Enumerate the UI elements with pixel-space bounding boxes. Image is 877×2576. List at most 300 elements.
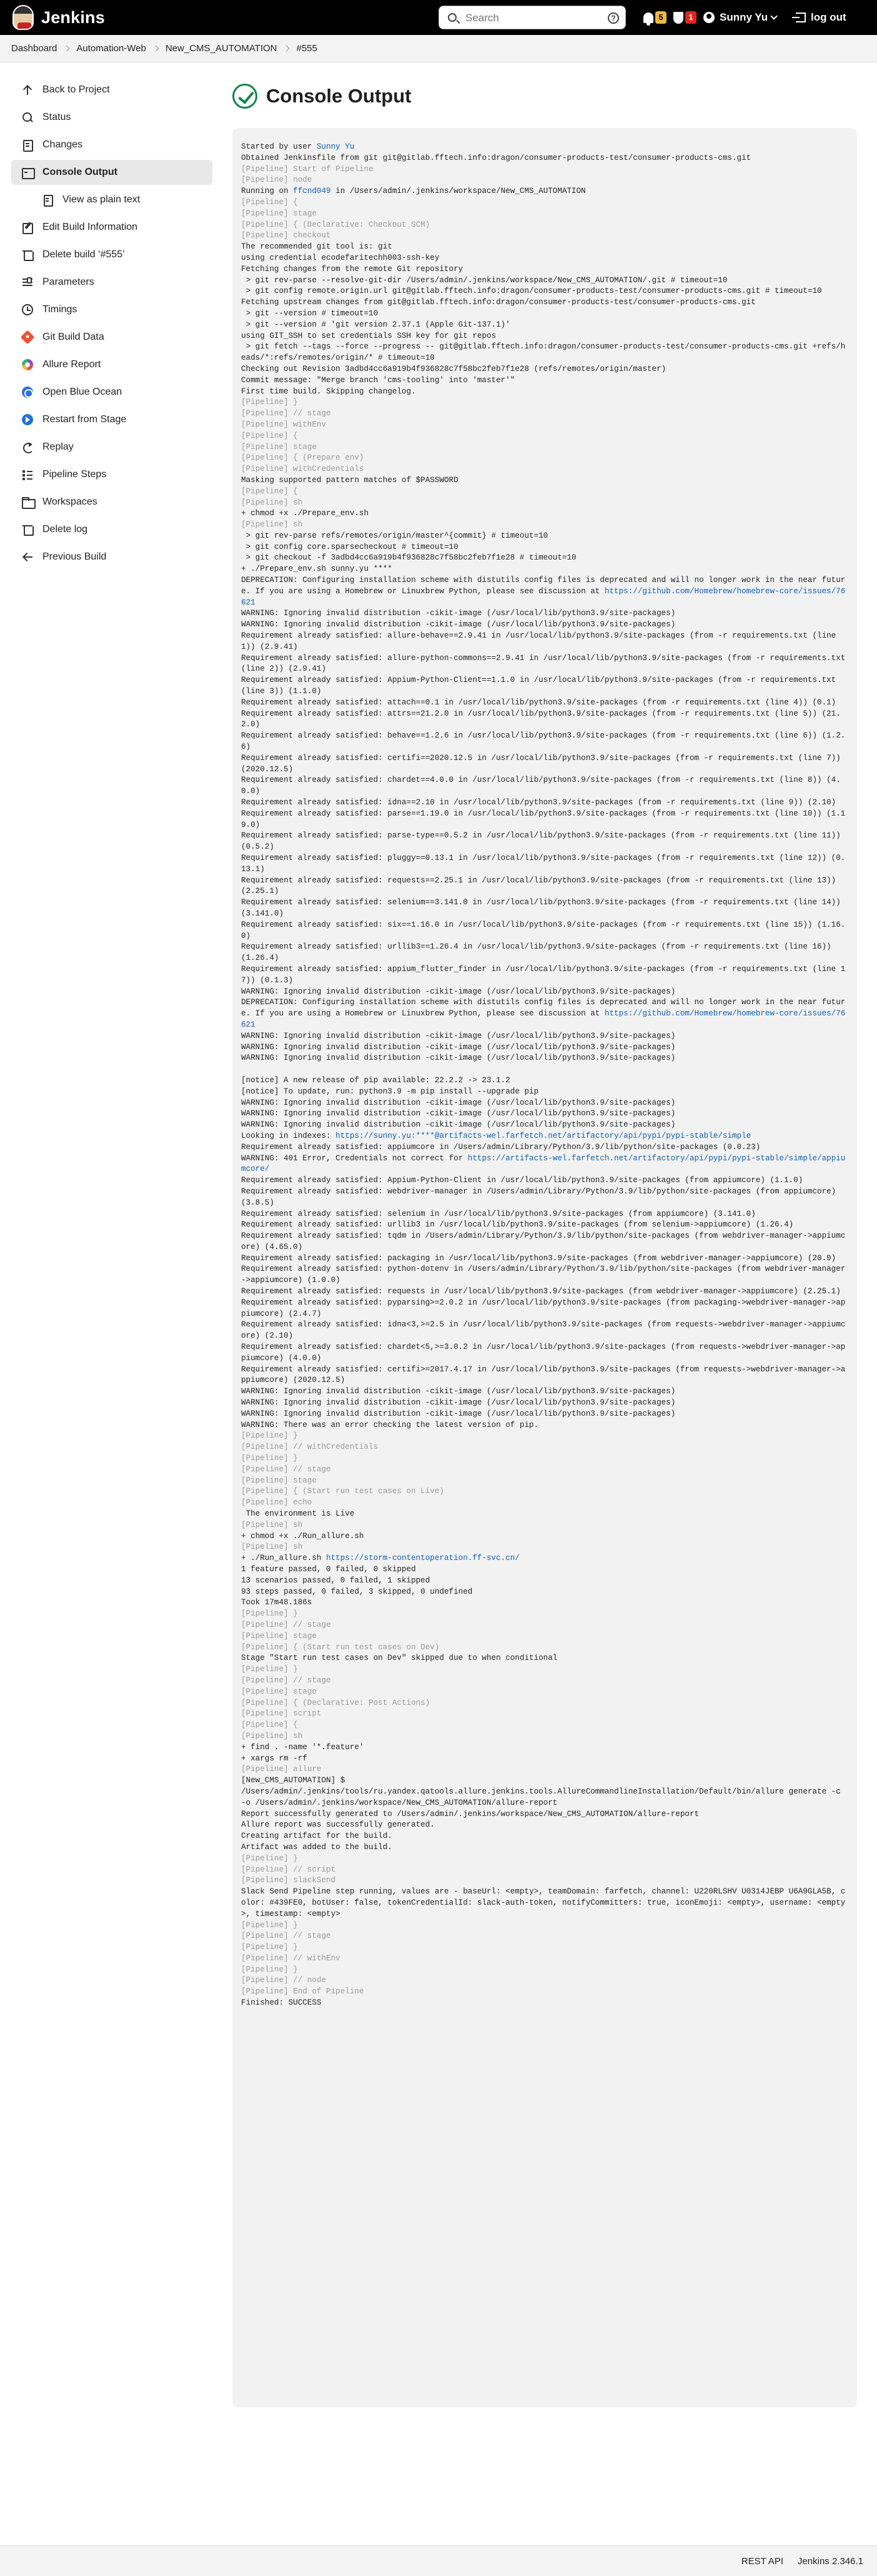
pipeline-log-line (241, 1764, 848, 1775)
sidebar-item-parameters[interactable] (11, 270, 212, 295)
pipeline-log-line (241, 442, 848, 453)
log-line (241, 1509, 848, 1520)
log-line (241, 1142, 848, 1153)
document-icon (41, 194, 54, 206)
log-text: > git rev-parse --resolve-git-dir /Users/admin/.jenkins/workspace/New_CMS_AUTOMATION/.git # timeout=10 (241, 275, 728, 285)
log-line (241, 920, 848, 942)
log-text: Requirement already satisfied: allure-behave==2.9.41 in /usr/local/lib/python3.9/site-packages (from -r requirements.txt (line 1)) (2.9.41) (241, 631, 841, 651)
sidebar-item-edit-build-information[interactable] (11, 215, 212, 240)
pipeline-log-line (241, 230, 848, 242)
log-line (241, 1131, 848, 1142)
log-text: Requirement already satisfied: certifi>=2017.4.17 in /usr/local/lib/python3.9/site-packages (from requests->webdriver-manager->appiumcore) (2020.12.5) (241, 1364, 846, 1385)
pipeline-log-line (241, 1520, 848, 1531)
sidebar-item-replay[interactable] (11, 435, 212, 460)
pipeline-log-line (241, 220, 848, 231)
log-link[interactable]: https://artifacts-wel.farfetch.net/artifactory/api/pypi/pypi-stable/simple/appiumcore/ (241, 1153, 846, 1174)
log-text: WARNING: Ignoring invalid distribution -cikit-image (/usr/local/lib/python3.9/site-packages) (241, 1031, 676, 1040)
sidebar-item-timings[interactable] (11, 297, 212, 322)
console-icon (21, 166, 34, 179)
log-line (241, 964, 848, 987)
log-text: [Pipeline] // stage (241, 1675, 331, 1685)
pipeline-log-line (241, 1953, 848, 1965)
log-text: WARNING: Ignoring invalid distribution -cikit-image (/usr/local/lib/python3.9/site-packages) (241, 987, 676, 996)
log-line (241, 809, 848, 831)
log-line (241, 1031, 848, 1042)
jenkins-butler-icon (12, 5, 34, 30)
log-text: [Pipeline] // stage (241, 409, 331, 418)
log-text: Commit message: "Merge branch 'cms-tooling' into 'master'" (241, 375, 515, 385)
logout-button[interactable] (796, 9, 846, 26)
log-text: [Pipeline] stage (241, 442, 317, 452)
log-text: The recommended git tool is: git (241, 242, 392, 252)
sidebar-item-label: Previous Build (42, 551, 107, 562)
log-line (241, 675, 848, 698)
pipeline-log-line (241, 431, 848, 442)
breadcrumb (0, 35, 877, 62)
log-text: + ./Prepare_env.sh sunny.yu **** (241, 565, 392, 574)
log-text: + xargs rm -rf (241, 1754, 307, 1763)
log-line (241, 1120, 848, 1131)
search-input[interactable] (465, 11, 597, 25)
log-line (241, 342, 848, 364)
pipeline-log-line (241, 1642, 848, 1654)
pipeline-log-line (241, 1975, 848, 1986)
log-text: [Pipeline] stage (241, 209, 317, 218)
log-text: [Pipeline] { (Prepare env) (241, 453, 364, 463)
notifications-badge: 5 (655, 11, 666, 24)
log-text: [Pipeline] { (241, 197, 298, 207)
sidebar-item-label: Edit Build Information (42, 222, 138, 232)
log-text: Requirement already satisfied: urllib3 in /usr/local/lib/python3.9/site-packages (from selenium->appiumcore) (1.26.4) (241, 1220, 794, 1230)
log-text: [Pipeline] } (241, 1943, 298, 1952)
pipeline-log-line (241, 1731, 848, 1742)
log-link[interactable]: Sunny Yu (316, 142, 355, 151)
pipeline-log-line (241, 1698, 848, 1709)
pipeline-log-line (241, 197, 848, 209)
log-line (241, 1075, 848, 1087)
breadcrumb-item[interactable]: #555 (296, 43, 317, 54)
logout-icon (796, 12, 806, 22)
log-text: [Pipeline] { (241, 1720, 298, 1730)
log-line (241, 1742, 848, 1754)
blue-ocean-icon (21, 386, 34, 398)
log-line (241, 387, 848, 398)
log-line (241, 1842, 848, 1853)
log-text: > git rev-parse refs/remotes/origin/master^{commit} # timeout=10 (241, 531, 548, 540)
log-line (241, 853, 848, 876)
log-text: [Pipeline] sh (241, 1542, 303, 1552)
log-text: Requirement already satisfied: six==1.16.0 in /usr/local/lib/python3.9/site-packages (from -r requirements.txt (line 15)) (1.16.0) (241, 920, 846, 940)
log-text: /Users/admin/.jenkins/tools/ru.yandex.qatools.allure.jenkins.tools.AllureCommandlineInstallation/Default/bin/allure generate -c -o /Users/admin/.jenkins/workspace/New_CMS_AUTOMATION/allure-report (241, 1787, 846, 1807)
log-text: [Pipeline] { (Declarative: Post Actions) (241, 1698, 430, 1707)
log-text: [Pipeline] } (241, 1920, 298, 1930)
log-line (241, 1087, 848, 1098)
log-text: using credential ecodefaritechh003-ssh-key (241, 253, 440, 262)
log-line (241, 1253, 848, 1265)
user-name: Sunny Yu (720, 11, 768, 23)
sidebar-item-pipeline-steps[interactable] (11, 462, 212, 487)
sidebar-item-git-build-data[interactable] (11, 325, 212, 350)
search-icon (21, 111, 34, 124)
log-text: > git fetch --tags --force --progress -- git@gitlab.fftech.info:dragon/consumer-products-test/consumer-products-cms.git +refs/heads/*:refs/remotes/origin/* # timeout=10 (241, 342, 846, 363)
pipeline-log-line (241, 1875, 848, 1887)
sidebar-item-previous-build[interactable] (11, 545, 212, 570)
log-text: 93 steps passed, 0 failed, 3 skipped, 0 undefined (241, 1587, 473, 1596)
log-text: + find . -name '*.feature' (241, 1742, 364, 1752)
log-text: 13 scenarios passed, 0 failed, 1 skipped (241, 1576, 430, 1585)
sidebar-item-label: Changes (42, 139, 83, 150)
log-text: > git --version # timeout=10 (241, 308, 379, 318)
log-text: Artifact was added to the build. (241, 1842, 392, 1852)
pipeline-log-line (241, 1931, 848, 1942)
log-line (241, 1653, 848, 1664)
pipeline-log-line (241, 1542, 848, 1553)
pipeline-log-line (241, 1675, 848, 1687)
log-link[interactable]: https://storm-contentoperation.ff-svc.cn/ (326, 1554, 520, 1563)
breadcrumb-item[interactable]: Automation-Web (76, 43, 146, 54)
log-text: WARNING: Ignoring invalid distribution -cikit-image (/usr/local/lib/python3.9/site-packages) (241, 609, 676, 618)
log-text: [Pipeline] { (241, 486, 298, 496)
top-header (0, 0, 877, 35)
sidebar-item-label: Delete log (42, 524, 88, 535)
pipeline-log-line (241, 1965, 848, 1976)
sidebar-item-label: Workspaces (42, 496, 97, 507)
log-text: [Pipeline] } (241, 1431, 298, 1441)
log-line (241, 1409, 848, 1420)
security-button[interactable] (673, 9, 696, 26)
log-line (241, 308, 848, 320)
log-text: Obtained Jenkinsfile from git git@gitlab.fftech.info:dragon/consumer-products-test/consumer-products-cms.git (241, 153, 751, 162)
log-line (241, 1398, 848, 1409)
log-line (241, 1775, 848, 1787)
sidebar-item-label: Open Blue Ocean (42, 387, 122, 397)
log-text: Requirement already satisfied: allure-python-commons==2.9.41 in /usr/local/lib/python3.9/site-packages (from -r requirements.txt (line 2)) (2.9.41) (241, 653, 850, 674)
log-line (241, 264, 848, 275)
log-text: Requirement already satisfied: parse==1.19.0 in /usr/local/lib/python3.9/site-packages (from -r requirements.txt (line 10)) (1.19.0) (241, 809, 846, 829)
log-line (241, 297, 848, 308)
security-badge: 1 (685, 11, 696, 24)
log-text: Requirement already satisfied: parse-type==0.5.2 in /usr/local/lib/python3.9/site-packages (from -r requirements.txt (line 11)) (0.5.2) (241, 831, 846, 852)
log-text: > git checkout -f 3adbd4cc6a919b4f936828c7f58bc2feb7f1e28 # timeout=10 (241, 553, 577, 563)
sidebar-item-label: Delete build ‘#555’ (42, 249, 125, 260)
log-line (241, 897, 848, 920)
log-text: Requirement already satisfied: chardet==4.0.0 in /usr/local/lib/python3.9/site-packages (from -r requirements.txt (line 8)) (4.0.0) (241, 776, 841, 796)
log-text: Masking supported pattern matches of $PASSWORD (241, 475, 458, 485)
pipeline-log-line (241, 1431, 848, 1442)
log-line (241, 1064, 848, 1075)
log-text: Requirement already satisfied: certifi==2020.12.5 in /usr/local/lib/python3.9/site-packages (from -r requirements.txt (line 7)) (2020.12.5) (241, 753, 846, 774)
edit-icon (21, 221, 34, 234)
log-text: WARNING: Ignoring invalid distribution -cikit-image (/usr/local/lib/python3.9/site-packages) (241, 1109, 676, 1118)
log-text: [Pipeline] sh (241, 1731, 303, 1740)
log-line (241, 1108, 848, 1120)
log-line (241, 253, 848, 264)
page-title: Console Output (266, 85, 412, 107)
log-text: Started by user (241, 142, 317, 151)
log-text: [Pipeline] { (241, 431, 298, 440)
arrow-up-icon (21, 84, 34, 96)
log-line (241, 508, 848, 520)
sidebar-item-delete-log[interactable] (11, 517, 212, 542)
log-text: [Pipeline] sh (241, 520, 303, 530)
log-text: [Pipeline] stage (241, 1687, 317, 1696)
log-text: WARNING: Ignoring invalid distribution -cikit-image (/usr/local/lib/python3.9/site-packages) (241, 1409, 676, 1418)
log-line (241, 1153, 848, 1176)
log-line (241, 1420, 848, 1431)
log-text: Requirement already satisfied: idna==2.10 in /usr/local/lib/python3.9/site-packages (from -r requirements.txt (line 9)) (2.10) (241, 798, 836, 807)
log-line (241, 1531, 848, 1542)
pipeline-log-line (241, 164, 848, 175)
log-line (241, 876, 848, 898)
pipeline-log-line (241, 1687, 848, 1698)
log-line (241, 375, 848, 387)
log-text: [Pipeline] End of Pipeline (241, 1987, 364, 1996)
page-footer (0, 2545, 877, 2576)
log-text: [Pipeline] } (241, 398, 298, 407)
pipeline-log-line (241, 175, 848, 186)
log-text: [Pipeline] { (Declarative: Checkout SCM) (241, 220, 430, 229)
console-log (241, 142, 848, 2009)
pipeline-log-line (241, 1853, 848, 1865)
log-line (241, 1364, 848, 1387)
shield-icon (673, 12, 683, 24)
sidebar-item-restart-from-stage[interactable] (11, 407, 212, 432)
sidebar-item-status[interactable] (11, 105, 212, 130)
log-text: Finished: SUCCESS (241, 1998, 322, 2008)
log-line (241, 1231, 848, 1253)
log-text: WARNING: Ignoring invalid distribution -cikit-image (/usr/local/lib/python3.9/site-packages) (241, 620, 676, 629)
steps-icon (21, 468, 34, 481)
sidebar-item-label: Pipeline Steps (42, 469, 107, 480)
pipeline-log-line (241, 408, 848, 420)
pipeline-log-line (241, 420, 848, 431)
log-line (241, 242, 848, 253)
restart-icon (21, 413, 34, 426)
log-line (241, 1831, 848, 1842)
log-text: WARNING: Ignoring invalid distribution -cikit-image (/usr/local/lib/python3.9/site-packages) (241, 1054, 676, 1063)
log-text: Fetching upstream changes from git@gitlab.fftech.info:dragon/consumer-products-test/consumer-products-cms.git (241, 298, 756, 307)
log-text: [Pipeline] // withCredentials (241, 1443, 379, 1452)
pipeline-log-line (241, 1453, 848, 1464)
search-box (438, 6, 626, 29)
pipeline-log-line (241, 1942, 848, 1953)
logout-label: log out (811, 11, 846, 23)
log-text: Requirement already satisfied: packaging in /usr/local/lib/python3.9/site-packages (from webdriver-manager->appiumcore) (20.9) (241, 1253, 836, 1263)
log-text: Requirement already satisfied: pyparsing>=2.0.2 in /usr/local/lib/python3.9/site-packages (from packaging->webdriver-manager->appiumcore) (2.4.7) (241, 1298, 846, 1318)
sidebar-item-back-to-project[interactable] (11, 77, 212, 102)
log-text: [Pipeline] } (241, 1665, 298, 1674)
log-text: + ./Run_allure.sh (241, 1554, 327, 1563)
log-link[interactable]: ffcnd049 (293, 187, 331, 196)
log-text: [Pipeline] { (Start run test cases on Dev) (241, 1642, 440, 1652)
pipeline-log-line (241, 1986, 848, 1998)
log-text: WARNING: Ignoring invalid distribution -cikit-image (/usr/local/lib/python3.9/site-packages) (241, 1120, 676, 1130)
pipeline-log-line (241, 520, 848, 531)
log-line (241, 942, 848, 964)
log-line (241, 1098, 848, 1109)
log-line (241, 1576, 848, 1587)
log-text: Checking out Revision 3adbd4cc6a919b4f936828c7f58bc2feb7f1e28 (refs/remotes/origin/master) (241, 364, 666, 373)
log-text: The environment is Live (241, 1509, 355, 1519)
log-text: [Pipeline] // stage (241, 1932, 331, 1941)
log-line (241, 1553, 848, 1564)
log-line (241, 987, 848, 998)
log-text: [Pipeline] // withEnv (241, 1953, 340, 1963)
trash-icon (21, 249, 34, 261)
help-icon[interactable]: ? (608, 12, 619, 24)
log-line (241, 1887, 848, 1920)
log-text: WARNING: Ignoring invalid distribution -cikit-image (/usr/local/lib/python3.9/site-packages) (241, 1042, 676, 1052)
replay-icon (21, 441, 34, 453)
log-line (241, 1820, 848, 1831)
log-text: in /Users/admin/.jenkins/workspace/New_CMS_AUTOMATION (330, 187, 586, 196)
pipeline-log-line (241, 1709, 848, 1720)
sidebar-item-label: Replay (42, 442, 74, 452)
log-line (241, 1209, 848, 1220)
log-line (241, 286, 848, 297)
pipeline-log-line (241, 1486, 848, 1498)
user-menu[interactable] (703, 9, 776, 26)
log-text: First time build. Skipping changelog. (241, 387, 416, 396)
pipeline-log-line (241, 1442, 848, 1453)
sidebar-item-allure-report[interactable] (11, 352, 212, 377)
sidebar-item-label: View as plain text (62, 194, 141, 205)
log-link[interactable]: https://github.com/Homebrew/homebrew-core/issues/76621 (241, 586, 846, 607)
log-text: WARNING: Ignoring invalid distribution -cikit-image (/usr/local/lib/python3.9/site-packages) (241, 1098, 676, 1107)
sidebar-item-label: Timings (42, 304, 77, 315)
chevron-down-icon (770, 12, 777, 19)
pipeline-log-line (241, 1609, 848, 1620)
log-line (241, 475, 848, 486)
sidebar-item-delete-build[interactable] (11, 242, 212, 267)
trash-icon (21, 523, 34, 536)
log-link[interactable]: https://sunny.yu:****@artifacts-wel.farfetch.net/artifactory/api/pypi/pypi-stable/simple (335, 1131, 751, 1140)
log-line (241, 1175, 848, 1187)
log-line (241, 564, 848, 575)
page-header (232, 82, 411, 110)
log-line (241, 1754, 848, 1765)
log-text: Requirement already satisfied: urllib3==1.26.4 in /usr/local/lib/python3.9/site-packages (from -r requirements.txt (line 16)) (1.26.4) (241, 942, 836, 963)
jenkins-version-link[interactable]: Jenkins 2.346.1 (797, 2556, 863, 2567)
sidebar-item-label: Git Build Data (42, 332, 104, 342)
log-text: Stage "Start run test cases on Dev" skipped due to when conditional (241, 1654, 558, 1663)
log-text: > git --version # 'git version 2.37.1 (Apple Git-137.1)' (241, 320, 510, 329)
log-line (241, 1042, 848, 1054)
sidebar-item-open-blue-ocean[interactable] (11, 380, 212, 405)
log-line (241, 831, 848, 853)
log-line (241, 753, 848, 776)
log-line (241, 531, 848, 542)
log-line (241, 1320, 848, 1342)
log-line (241, 1998, 848, 2009)
log-text: Report successfully generated to /Users/admin/.jenkins/workspace/New_CMS_AUTOMATION/allure-report (241, 1809, 700, 1818)
log-line (241, 553, 848, 564)
bell-icon (643, 12, 653, 23)
sidebar-item-console-output[interactable] (11, 160, 212, 185)
sidebar-item-label: Restart from Stage (42, 414, 127, 425)
pipeline-log-line (241, 1631, 848, 1642)
log-text: + chmod +x ./Run_allure.sh (241, 1531, 364, 1541)
sidebar-item-changes[interactable] (11, 132, 212, 157)
rest-api-link[interactable]: REST API (741, 2556, 783, 2567)
pipeline-log-line (241, 209, 848, 220)
log-text: Requirement already satisfied: requests==2.25.1 in /usr/local/lib/python3.9/site-packages (from -r requirements.txt (line 13)) (2.25.1) (241, 876, 841, 896)
user-icon (703, 12, 715, 23)
log-line (241, 331, 848, 342)
changes-icon (21, 139, 34, 151)
log-link[interactable]: https://github.com/Homebrew/homebrew-core/issues/76621 (241, 1009, 846, 1029)
log-line (241, 1342, 848, 1364)
log-text: [Pipeline] // script (241, 1865, 336, 1874)
log-text: Requirement already satisfied: python-dotenv in /Users/admin/Library/Python/3.9/lib/python/site-packages (from webdriver-manager->appiumcore) (1.0.0) (241, 1265, 846, 1285)
log-text: [Pipeline] { (Start run test cases on Live) (241, 1487, 444, 1496)
log-text: [Pipeline] withEnv (241, 420, 327, 429)
log-text: Requirement already satisfied: idna<3,>=2.5 in /usr/local/lib/python3.9/site-packages (from requests->webdriver-manager->appiumcore) (2.10) (241, 1320, 846, 1341)
pipeline-log-line (241, 486, 848, 498)
breadcrumb-item[interactable]: Dashboard (11, 43, 57, 54)
log-text: DEPRECATION: Configuring installation scheme with distutils config files is deprecated and will no longer work in the near future. If you are using a Homebrew or Linuxbrew Python, please see discussion at (241, 998, 846, 1019)
log-line (241, 997, 848, 1030)
pipeline-log-line (241, 498, 848, 509)
log-text: [Pipeline] } (241, 1454, 298, 1463)
log-line (241, 1809, 848, 1820)
log-text: WARNING: There was an error checking the latest version of pip. (241, 1420, 539, 1429)
log-line (241, 1053, 848, 1064)
log-text: Requirement already satisfied: Appium-Python-Client==1.1.0 in /usr/local/lib/python3.9/site-packages (from -r requirements.txt (line 3)) (1.1.0) (241, 676, 841, 696)
search-icon (448, 13, 457, 22)
log-line (241, 1597, 848, 1609)
log-text: [Pipeline] } (241, 1609, 298, 1619)
sidebar-item-label: Console Output (42, 167, 117, 177)
log-text: [Pipeline] stage (241, 1631, 317, 1641)
log-text: Requirement already satisfied: chardet<5,>=3.0.2 in /usr/local/lib/python3.9/site-packages (from requests->webdriver-manager->appiumcore) (4.0.0) (241, 1343, 846, 1363)
pipeline-log-line (241, 1720, 848, 1731)
sidebar-item-label: Allure Report (42, 359, 101, 370)
log-text: [notice] A new release of pip available: 22.2.2 -> 23.1.2 (241, 1075, 510, 1085)
log-line (241, 653, 848, 676)
sidebar-item-label: Status (42, 112, 71, 122)
log-text: [Pipeline] node (241, 175, 312, 185)
log-line (241, 575, 848, 608)
log-text: [Pipeline] // stage (241, 1620, 331, 1629)
notifications-button[interactable] (643, 9, 666, 26)
log-line (241, 542, 848, 553)
folder-icon (21, 496, 34, 508)
log-line (241, 320, 848, 331)
pipeline-log-line (241, 453, 848, 464)
log-text: Looking in indexes: (241, 1131, 336, 1140)
pipeline-log-line (241, 1865, 848, 1876)
brand-name: Jenkins (41, 7, 105, 27)
log-text: Running on (241, 187, 294, 196)
jenkins-logo[interactable] (12, 5, 105, 30)
log-text: Requirement already satisfied: selenium in /usr/local/lib/python3.9/site-packages (from appiumcore) (3.141.0) (241, 1209, 756, 1218)
sidebar-item-label: Parameters (42, 277, 94, 287)
log-line (241, 142, 848, 153)
breadcrumb-item[interactable]: New_CMS_AUTOMATION (165, 43, 277, 54)
log-text: [Pipeline] script (241, 1709, 322, 1719)
sidebar-item-workspaces[interactable] (11, 490, 212, 515)
log-text: [Pipeline] slackSend (241, 1876, 336, 1885)
parameters-icon (21, 276, 34, 289)
log-text: Requirement already satisfied: appium_flutter_finder in /usr/local/lib/python3.9/site-packages (from -r requirements.txt (line 17)) (0.1.3) (241, 964, 846, 985)
log-line (241, 1564, 848, 1576)
log-text: [Pipeline] sh (241, 1520, 303, 1529)
pipeline-log-line (241, 397, 848, 408)
log-text: Requirement already satisfied: appiumcore in /Users/admin/Library/Python/3.9/lib/python/site-packages (0.0.23) (241, 1142, 761, 1152)
pipeline-log-line (241, 1476, 848, 1487)
sidebar-item-view-as-plain-text[interactable] (11, 187, 212, 212)
